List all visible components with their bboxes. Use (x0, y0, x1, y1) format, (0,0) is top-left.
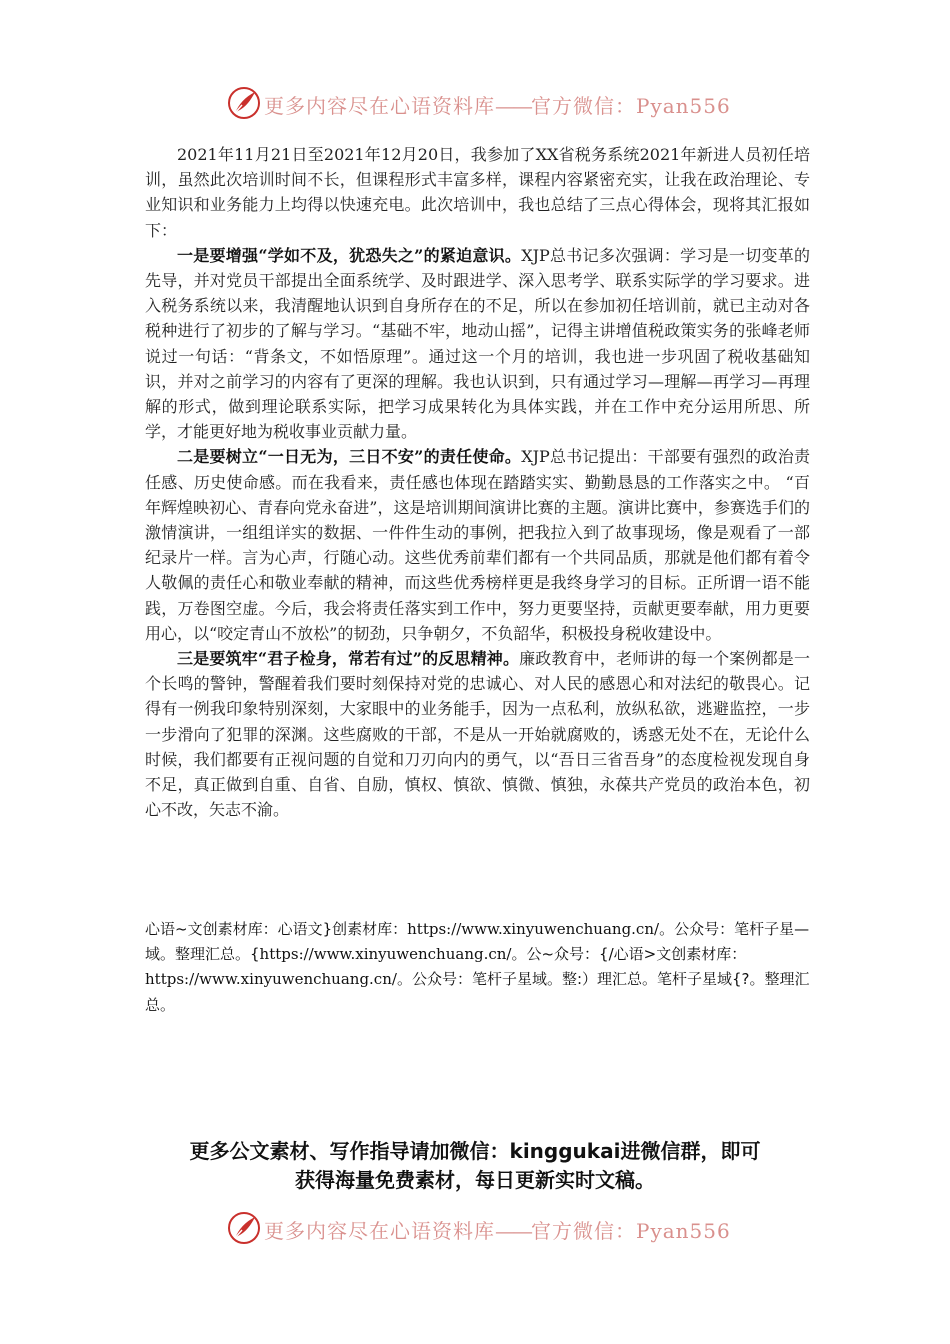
point-three-heading: 三是要筑牢“君子检身，常若有过”的反思精神。 (177, 649, 520, 669)
quill-logo-icon (227, 86, 261, 120)
quill-logo-icon (227, 1211, 261, 1245)
point-three-paragraph: 三是要筑牢“君子检身，常若有过”的反思精神。廉政教育中，老师讲的每一个案例都是一个长鸣的警钟，警醒着我们要时刻保持对党的忠诚心、对人民的感恩心和对法纪的敬畏心。记得有一例我印象特别深刻，大家眼中的业务能手，因为一点私利，放纵私欲，逃避监控，一步一步滑向了犯罪的深渊。这些腐败的干部，不是从一开始就腐败的，诱惑无处不在，无论什么时候，我们都要有正视问题的自觉和刀刃向内的勇气，以“吾日三省吾身”的态度检视发现自身不足，真正做到自重、自省、自励，慎权、慎欲、慎微、慎独，永葆共产党员的政治本色，初心不改，矢志不渝。 (145, 649, 810, 820)
cta-line-1: 更多公文素材、写作指导请加微信：kinggukai进微信群，即可 (189, 1139, 761, 1163)
header-banner (0, 84, 950, 124)
point-one-paragraph: 一是要增强“学如不及，犹恐失之”的紧迫意识。XJP总书记多次强调：学习是一切变革的先导，并对党员干部提出全面系统学、及时跟进学、深入思考学、联系实际学的学习要求。进入税务系统以来，我清醒地认识到自身所存在的不足，所以在参加初任培训前，就已主动对各税种进行了初步的了解与学习。“基础不牢，地动山摇”，记得主讲增值税政策实务的张峰老师说过一句话：“背条文，不如悟原理”。通过这一个月的培训，我也进一步巩固了税收基础知识，并对之前学习的内容有了更深的理解。我也认识到，只有通过学习—理解—再学习—再理解的形式，做到理论联系实际，把学习成果转化为具体实践，并在工作中充分运用所思、所学，才能更好地为税收事业贡献力量。 (145, 245, 810, 442)
point-two-paragraph: 二是要树立“一日无为，三日不安”的责任使命。XJP总书记提出：干部要有强烈的政治责任感、历史使命感。而在我看来，责任感也体现在踏踏实实、勤勤恳恳的工作落实之中。 “百年辉煌映初心、青春向党永奋进”，这是培训期间演讲比赛的主题。演讲比赛中，参赛选手们的激情演讲，一组组详实的数据、一件件生动的事例，把我拉入到了故事现场，像是观看了一部纪录片一样。言为心声，行随心动。这些优秀前辈们都有一个共同品质，那就是他们都有着令人敬佩的责任心和敬业奉献的精神，而这些优秀榜样更是我终身学习的目标。正所谓一语不能践，万卷图空虚。今后，我会将责任落实到工作中，努力更要坚持，贡献更要奉献，用力更要用心，以“咬定青山不放松”的韧劲，只争朝夕，不负韶华，积极投身税收建设中。 (145, 447, 810, 643)
intro-paragraph: 2021年11月21日至2021年12月20日，我参加了XX省税务系统2021年新进人员初任培训，虽然此次培训时间不长，但课程形式丰富多样，课程内容紧密充实，让我在政治理论、专业知识和业务能力上均得以快速充电。此次培训中，我也总结了三点心得体会，现将其汇报如下： (145, 145, 810, 240)
watermark-ad-text: 心语~文创素材库：心语文}创素材库：https://www.xinyuwenchuang.cn/。公众号：笔杆子星—域。整理汇总。{https://www.xinyuwenchuang.cn/。公~众号：{/心语>文创素材库：https://www.xinyuwenchuang.cn/。公众号：笔杆子星域。整:）理汇总。笔杆子星域{?。整理汇总。 (145, 920, 810, 1014)
banner-text: 更多内容尽在心语资料库——官方微信：Pyan556 (264, 1219, 731, 1243)
point-two-heading: 二是要树立“一日无为，三日不安”的责任使命。 (177, 447, 522, 467)
document-body (145, 142, 810, 822)
footer-banner (0, 1209, 950, 1249)
point-one-heading: 一是要增强“学如不及，犹恐失之”的紧迫意识。 (177, 245, 522, 265)
ad-link[interactable]: https://www.xinyuwenchuang.cn/ (145, 970, 397, 989)
ad-link[interactable]: https://www.xinyuwenchuang.cn/ (407, 920, 660, 938)
ad-link[interactable]: https://www.xinyuwenchuang.cn/ (259, 945, 512, 964)
cta-line-2: 获得海量免费素材，每日更新实时文稿。 (295, 1168, 655, 1192)
banner-text: 更多内容尽在心语资料库——官方微信：Pyan556 (264, 94, 731, 118)
wechat-cta (100, 1137, 850, 1195)
